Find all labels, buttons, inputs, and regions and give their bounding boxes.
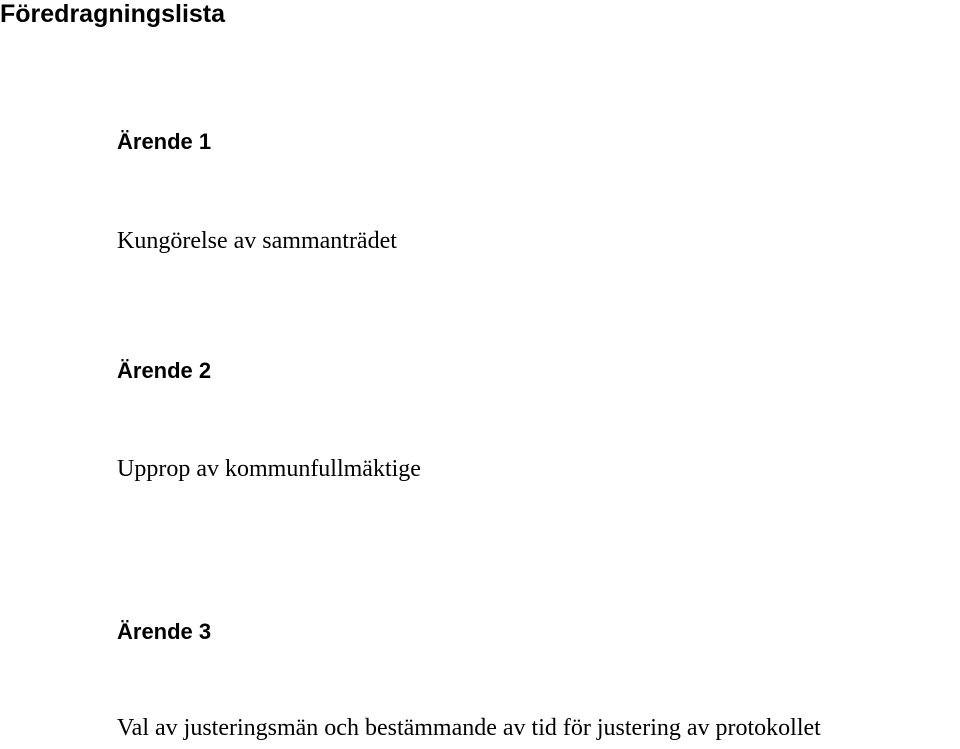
agenda-item-heading: Ärende 3 — [117, 619, 212, 644]
agenda-item-heading: Ärende 1 — [117, 129, 212, 154]
agenda-item-text: Upprop av kommunfullmäktige — [117, 456, 421, 482]
agenda-item-text: Kungörelse av sammanträdet — [117, 228, 397, 254]
agenda-item-text: Val av justeringsmän och bestämmande av tid för justering av protokollet — [117, 715, 821, 741]
document-title: Föredragningslista — [0, 0, 226, 28]
agenda-item-heading: Ärende 2 — [117, 358, 212, 383]
